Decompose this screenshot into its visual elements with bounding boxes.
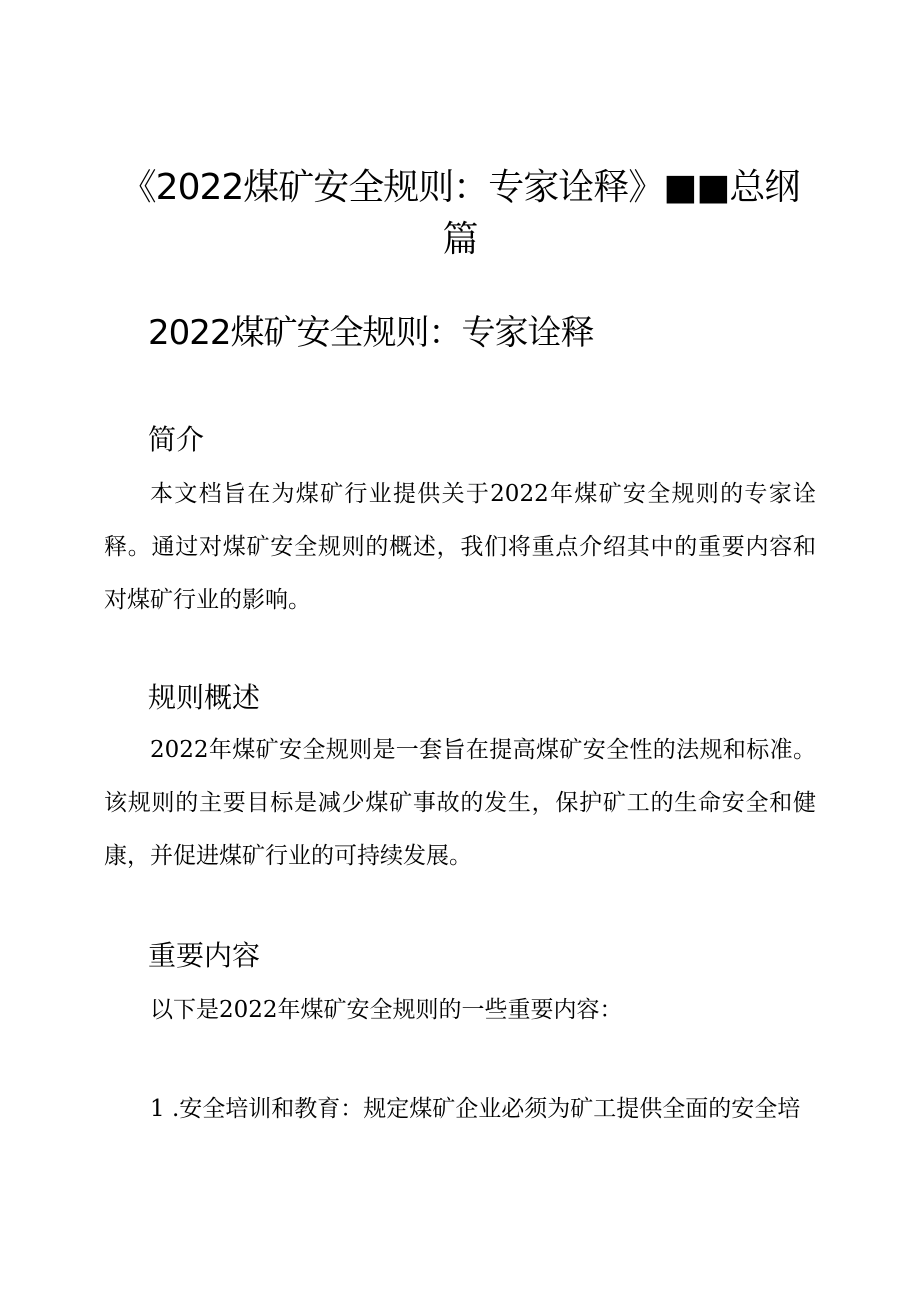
section-heading-key-content: 重要内容 (148, 939, 261, 972)
section-body-overview: 2022年煤矿安全规则是一套旨在提高煤矿安全性的法规和标准。该规则的主要目标是减少煤矿事故的发生，保护矿工的生命安全和健康，并促进煤矿行业的可持续发展。 (104, 737, 816, 869)
section-heading-intro: 简介 (148, 423, 205, 456)
section-body-key-content: 以下是2022年煤矿安全规则的一些重要内容： (150, 997, 623, 1023)
list-item: 1 .安全培训和教育：规定煤矿企业必须为矿工提供全面的安全培 (150, 1096, 801, 1122)
document-subtitle: 2022煤矿安全规则：专家诠释 (148, 313, 594, 353)
section-heading-overview: 规则概述 (148, 681, 261, 714)
document-title: 《2022煤矿安全规则：专家诠释》■■总纲篇 (120, 167, 800, 260)
section-body-intro: 本文档旨在为煤矿行业提供关于2022年煤矿安全规则的专家诠释。通过对煤矿安全规则的概述，我们将重点介绍其中的重要内容和对煤矿行业的影响。 (104, 481, 816, 613)
